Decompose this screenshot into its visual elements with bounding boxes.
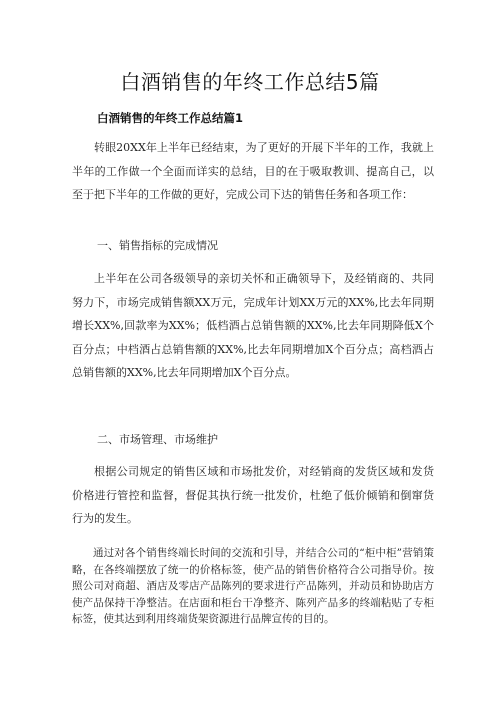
section-subtitle: 白酒销售的年终工作总结篇1 bbox=[97, 111, 244, 125]
sales-paragraph: 上半年在公司各级领导的亲切关怀和正确领导下，及经销商的、共同努力下，市场完成销售额XX万元，完成年计划XX万元的XX%,比去年同期增长XX%,回款率为XX%；低档酒占总销售额的XX%,比去年同期降低X个百分点；中档酒占总销售额的XX%,比去年同期增加X个百分点；高档酒占总销售额的XX%,比去年同期增加X个百分点。 bbox=[72, 272, 434, 379]
heading-market-management: 二、市场管理、市场维护 bbox=[97, 433, 218, 446]
heading-sales-targets: 一、销售指标的完成情况 bbox=[97, 239, 218, 252]
terminal-paragraph: 通过对各个销售终端长时间的交流和引导，并结合公司的“柜中柜”营销策略，在各终端摆放了统一的价格标签，使产品的销售价格符合公司指导价。按照公司对商超、酒店及零店产品陈列的要求进行产品陈列，并动员和协助店方使产品保持干净整洁。在店面和柜台干净整齐、陈列产品多的终端粘贴了专柜标签，使其达到利用终端货架资源进行品牌宣传的目的。 bbox=[72, 547, 434, 625]
document-title: 白酒销售的年终工作总结5篇 bbox=[120, 70, 380, 94]
intro-paragraph: 转眼20XX年上半年已经结束，为了更好的开展下半年的工作，我就上半年的工作做一个全面而详实的总结，目的在于吸取教训、提高自己，以至于把下半年的工作做的更好，完成公司下达的销售任务和各项工作： bbox=[72, 141, 434, 201]
market-paragraph: 根据公司规定的销售区域和市场批发价，对经销商的发货区域和发货价格进行管控和监督，督促其执行统一批发价，杜绝了低价倾销和倒窜货行为的发生。 bbox=[72, 465, 434, 525]
